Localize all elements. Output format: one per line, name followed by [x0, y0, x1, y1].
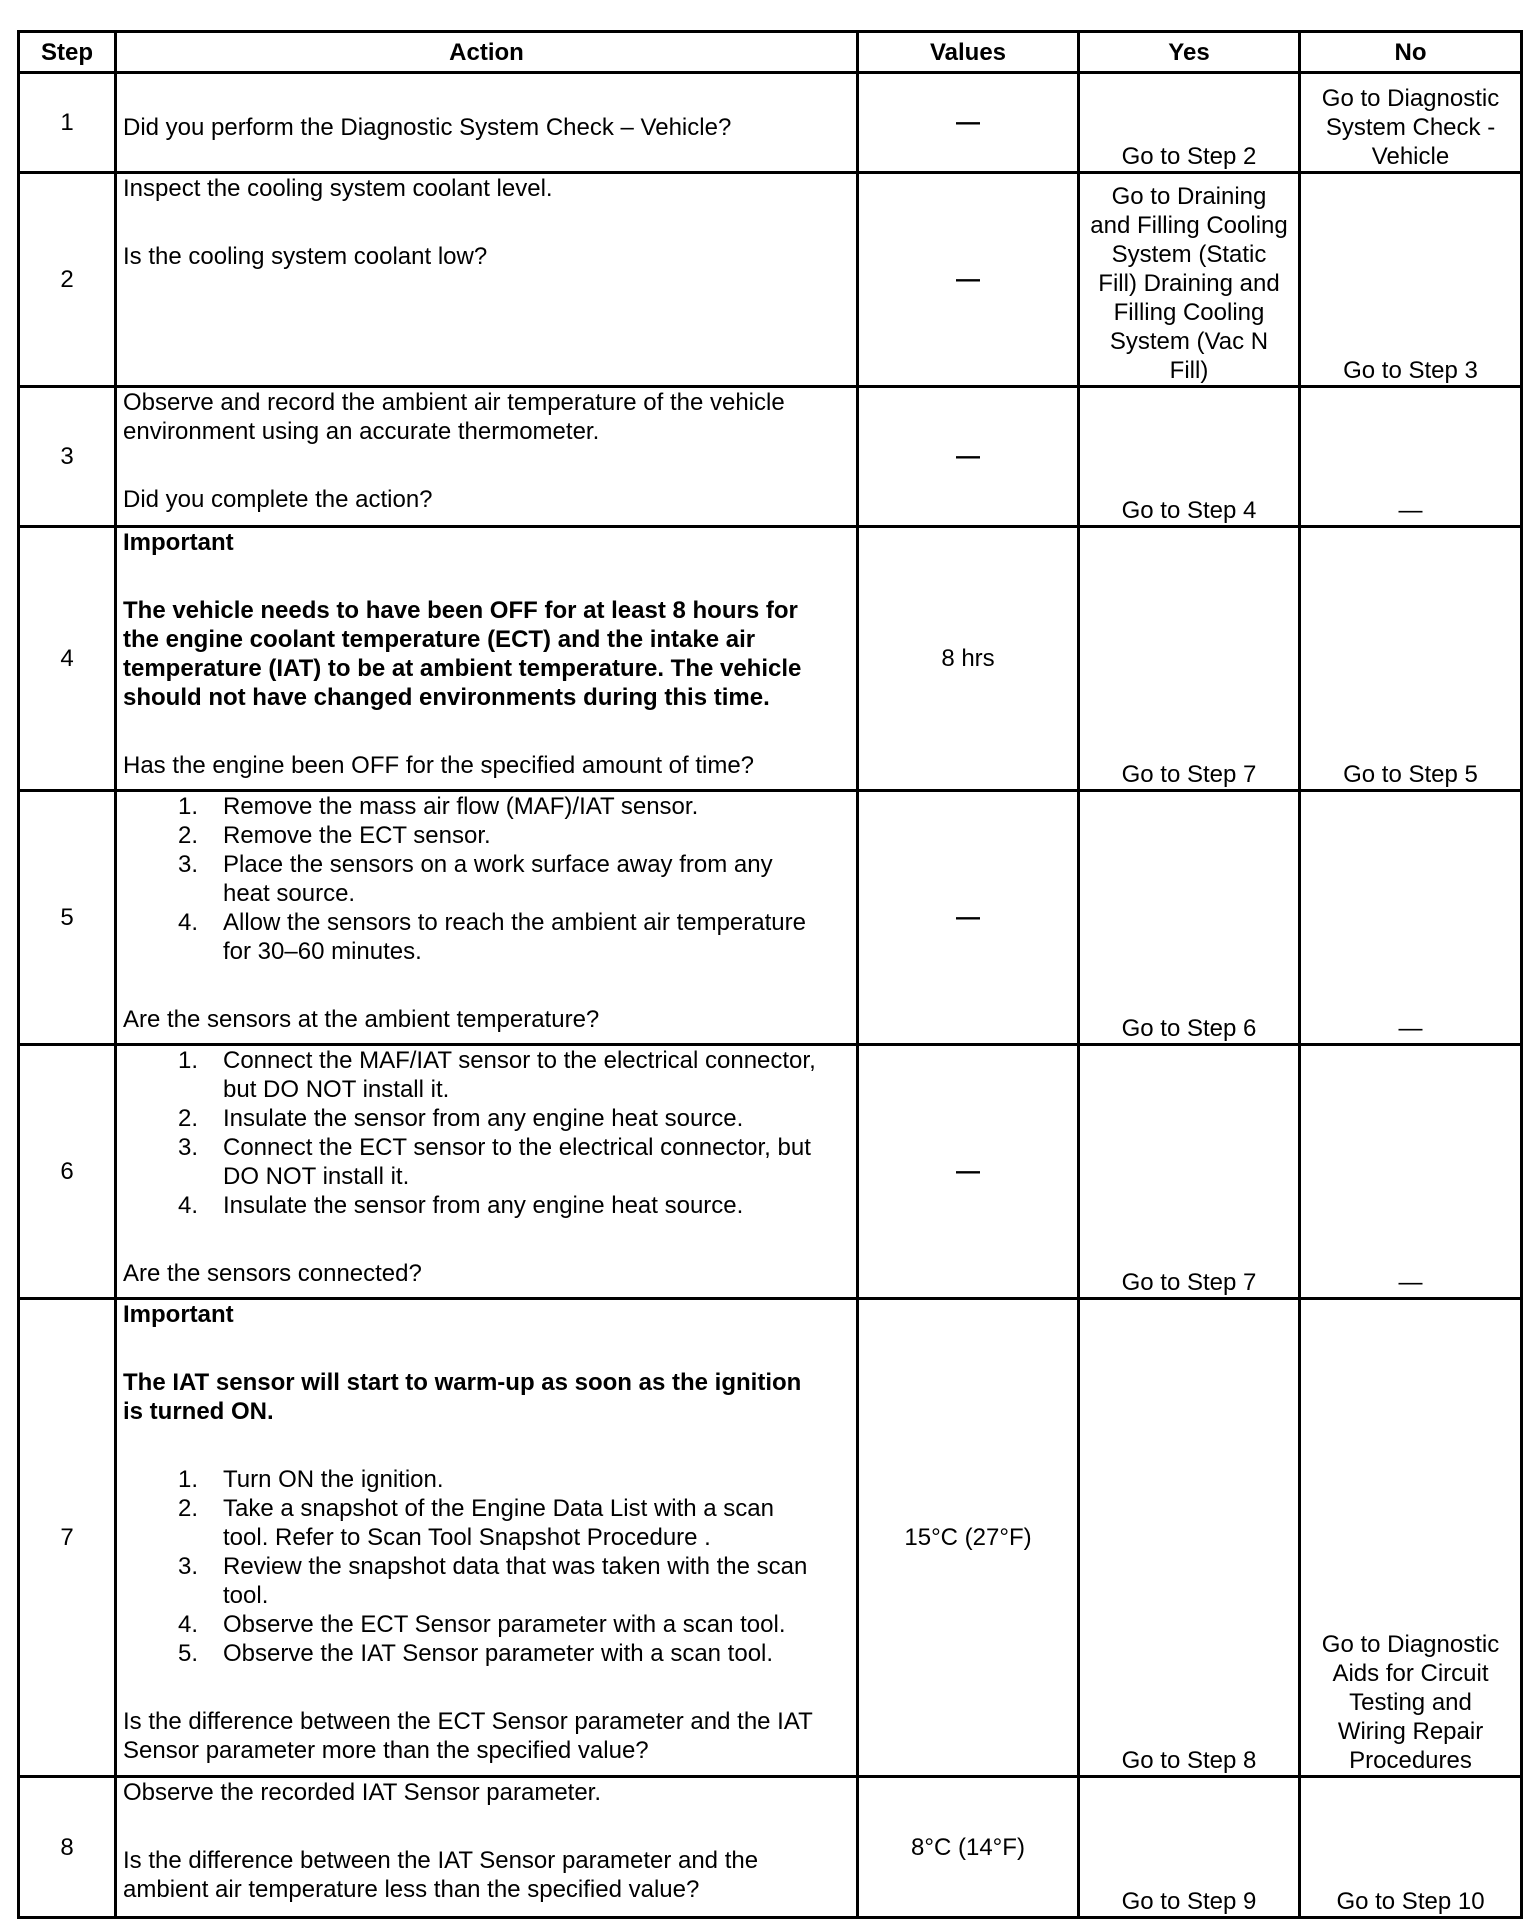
list-item-number: 3.	[178, 1553, 199, 1580]
yes-line: Go to Step 7	[1121, 1269, 1257, 1296]
action-question-line: ambient air temperature less than the specified value?	[123, 1876, 700, 1903]
step-number: 6	[19, 1045, 116, 1299]
yes-cell	[1079, 1045, 1300, 1299]
list-item-line: Connect the ECT sensor to the electrical connector, but	[223, 1134, 811, 1161]
table-row	[19, 173, 1522, 387]
action-cell	[116, 1777, 858, 1918]
list-item-line: Remove the ECT sensor.	[223, 822, 491, 849]
list-item-line: tool. Refer to Scan Tool Snapshot Procedure .	[223, 1524, 711, 1551]
value-cell: —	[858, 173, 1079, 387]
list-item	[123, 1552, 850, 1610]
header-row	[19, 32, 1522, 73]
action-list	[123, 1046, 850, 1220]
action-text-line: Observe and record the ambient air temperature of the vehicle	[123, 389, 785, 416]
list-item-number: 2.	[178, 822, 199, 849]
no-line: Go to Step 3	[1343, 357, 1478, 384]
spacer	[123, 74, 850, 113]
header-yes: Yes	[1079, 32, 1300, 73]
spacer	[123, 1426, 850, 1465]
list-item	[123, 908, 850, 966]
action-cell	[116, 1299, 858, 1777]
value-cell: —	[858, 73, 1079, 173]
table-row	[19, 73, 1522, 173]
value-cell: 8 hrs	[858, 527, 1079, 791]
important-note-line: is turned ON.	[123, 1398, 274, 1425]
value-cell: 8°C (14°F)	[858, 1777, 1079, 1918]
important-note-line: temperature (IAT) to be at ambient temperature. The vehicle	[123, 655, 802, 682]
list-item-line: Insulate the sensor from any engine heat source.	[223, 1105, 744, 1132]
header-action: Action	[116, 32, 858, 73]
list-item-number: 4.	[178, 1611, 199, 1638]
spacer	[123, 1329, 850, 1368]
action-question	[123, 751, 850, 780]
value-cell: —	[858, 1045, 1079, 1299]
list-item-line: DO NOT install it.	[223, 1163, 410, 1190]
no-cell	[1300, 387, 1522, 527]
important-note-line: The IAT sensor will start to warm-up as soon as the ignition	[123, 1369, 802, 1396]
list-item-line: Insulate the sensor from any engine heat source.	[223, 1192, 744, 1219]
list-item	[123, 1133, 850, 1191]
step-number: 2	[19, 173, 116, 387]
action-cell	[116, 73, 858, 173]
no-line: Procedures	[1349, 1747, 1472, 1774]
yes-cell	[1079, 73, 1300, 173]
important-heading: Important	[123, 1301, 234, 1328]
no-line: Go to Diagnostic	[1321, 1631, 1500, 1658]
no-cell	[1300, 791, 1522, 1045]
value-cell: —	[858, 387, 1079, 527]
yes-cell	[1079, 1777, 1300, 1918]
action-question-line: Are the sensors connected?	[123, 1260, 422, 1287]
no-line: —	[1398, 497, 1423, 524]
action-text	[123, 174, 850, 203]
action-question	[123, 1707, 850, 1765]
list-item	[123, 1610, 850, 1639]
no-line: Aids for Circuit	[1332, 1660, 1489, 1687]
yes-cell	[1079, 173, 1300, 387]
action-question	[123, 242, 850, 271]
yes-cell	[1079, 527, 1300, 791]
action-list	[123, 792, 850, 966]
yes-line: Go to Draining	[1111, 183, 1267, 210]
action-question-line: Has the engine been OFF for the specified amount of time?	[123, 752, 755, 779]
yes-cell	[1079, 1299, 1300, 1777]
yes-line: Go to Step 9	[1121, 1888, 1257, 1915]
table-row	[19, 1777, 1522, 1918]
spacer	[123, 203, 850, 242]
list-item-number: 3.	[178, 1134, 199, 1161]
list-item-line: Turn ON the ignition.	[223, 1466, 444, 1493]
list-item-line: Observe the ECT Sensor parameter with a scan tool.	[223, 1611, 786, 1638]
yes-line: Go to Step 8	[1121, 1747, 1257, 1774]
list-item-line: Observe the IAT Sensor parameter with a scan tool.	[223, 1640, 774, 1667]
step-number: 5	[19, 791, 116, 1045]
yes-line: Go to Step 6	[1121, 1015, 1257, 1042]
step-number: 8	[19, 1777, 116, 1918]
action-question	[123, 1846, 850, 1904]
list-item-number: 2.	[178, 1105, 199, 1132]
list-item-line: but DO NOT install it.	[223, 1076, 450, 1103]
table-row	[19, 1299, 1522, 1777]
action-text-line: Inspect the cooling system coolant level.	[123, 175, 553, 202]
list-item	[123, 850, 850, 908]
yes-line: System (Static	[1111, 241, 1267, 268]
important-note	[123, 1368, 850, 1426]
list-item	[123, 1465, 850, 1494]
action-cell	[116, 387, 858, 527]
yes-line: Go to Step 7	[1121, 761, 1257, 788]
action-text-line: Observe the recorded IAT Sensor parameter.	[123, 1779, 602, 1806]
action-question-line: Sensor parameter more than the specified value?	[123, 1737, 649, 1764]
table-row	[19, 527, 1522, 791]
no-line: System Check -	[1325, 114, 1496, 141]
action-question-line: Is the difference between the IAT Sensor parameter and the	[123, 1847, 759, 1874]
action-question-line: Are the sensors at the ambient temperature?	[123, 1006, 600, 1033]
yes-line: Go to Step 4	[1121, 497, 1257, 524]
list-item-line: for 30–60 minutes.	[223, 938, 422, 965]
no-line: Go to Step 5	[1343, 761, 1478, 788]
no-line: Go to Step 10	[1336, 1888, 1485, 1915]
action-question	[123, 113, 850, 142]
value-cell: 15°C (27°F)	[858, 1299, 1079, 1777]
spacer	[123, 1668, 850, 1707]
list-item-line: Place the sensors on a work surface away from any	[223, 851, 773, 878]
action-cell	[116, 527, 858, 791]
list-item-number: 1.	[178, 1466, 199, 1493]
yes-line: Filling Cooling	[1113, 299, 1265, 326]
important-note-line: should not have changed environments during this time.	[123, 684, 770, 711]
header-no: No	[1300, 32, 1522, 73]
action-question-line: Is the cooling system coolant low?	[123, 243, 488, 270]
yes-line: Fill)	[1169, 357, 1209, 384]
spacer	[123, 712, 850, 751]
list-item-line: Take a snapshot of the Engine Data List with a scan	[223, 1495, 775, 1522]
table-body	[19, 73, 1522, 1918]
diagnostic-table	[17, 30, 1523, 1919]
no-cell	[1300, 1777, 1522, 1918]
spacer	[123, 1807, 850, 1846]
list-item	[123, 1191, 850, 1220]
spacer	[123, 1220, 850, 1259]
list-item-line: Review the snapshot data that was taken with the scan	[223, 1553, 808, 1580]
yes-cell	[1079, 387, 1300, 527]
list-item-line: Connect the MAF/IAT sensor to the electrical connector,	[223, 1047, 816, 1074]
action-question-line: Did you complete the action?	[123, 486, 433, 513]
list-item	[123, 792, 850, 821]
important-note-line: The vehicle needs to have been OFF for at least 8 hours for	[123, 597, 798, 624]
list-item-line: Remove the mass air flow (MAF)/IAT sensor.	[223, 793, 699, 820]
list-item-number: 5.	[178, 1640, 199, 1667]
list-item	[123, 1046, 850, 1104]
no-line: Testing and	[1349, 1689, 1472, 1716]
no-cell	[1300, 173, 1522, 387]
list-item-number: 2.	[178, 1495, 199, 1522]
important-heading: Important	[123, 529, 234, 556]
no-line: —	[1398, 1015, 1423, 1042]
yes-cell	[1079, 791, 1300, 1045]
important-note-line: the engine coolant temperature (ECT) and the intake air	[123, 626, 756, 653]
list-item	[123, 1104, 850, 1133]
action-question-line: Did you perform the Diagnostic System Check – Vehicle?	[123, 114, 732, 141]
action-text	[123, 1778, 850, 1807]
step-number: 4	[19, 527, 116, 791]
action-question	[123, 485, 850, 514]
spacer	[123, 557, 850, 596]
action-text-line: environment using an accurate thermometer.	[123, 418, 600, 445]
list-item-number: 1.	[178, 793, 199, 820]
no-line: Go to Diagnostic	[1321, 85, 1500, 112]
list-item-number: 1.	[178, 1047, 199, 1074]
list-item	[123, 1639, 850, 1668]
action-question	[123, 1259, 850, 1288]
list-item-number: 4.	[178, 1192, 199, 1219]
step-number: 1	[19, 73, 116, 173]
no-cell	[1300, 73, 1522, 173]
action-list	[123, 1465, 850, 1668]
list-item	[123, 1494, 850, 1552]
yes-line: Fill) Draining and	[1098, 270, 1280, 297]
important-note	[123, 596, 850, 712]
action-cell	[116, 791, 858, 1045]
list-item-number: 4.	[178, 909, 199, 936]
spacer	[123, 446, 850, 485]
list-item-line: heat source.	[223, 880, 356, 907]
header-values: Values	[858, 32, 1079, 73]
action-cell	[116, 1045, 858, 1299]
no-cell	[1300, 1045, 1522, 1299]
action-question	[123, 1005, 850, 1034]
step-number: 7	[19, 1299, 116, 1777]
yes-line: System (Vac N	[1109, 328, 1269, 355]
action-text	[123, 388, 850, 446]
no-line: Wiring Repair	[1337, 1718, 1484, 1745]
header-step: Step	[19, 32, 116, 73]
action-cell	[116, 173, 858, 387]
list-item-number: 3.	[178, 851, 199, 878]
list-item	[123, 821, 850, 850]
no-cell	[1300, 527, 1522, 791]
yes-line: and Filling Cooling	[1090, 212, 1288, 239]
table-row	[19, 387, 1522, 527]
spacer	[123, 966, 850, 1005]
table-row	[19, 791, 1522, 1045]
no-line: —	[1398, 1269, 1423, 1296]
no-cell	[1300, 1299, 1522, 1777]
value-cell: —	[858, 791, 1079, 1045]
step-number: 3	[19, 387, 116, 527]
table-row	[19, 1045, 1522, 1299]
no-line: Vehicle	[1371, 143, 1450, 170]
list-item-line: Allow the sensors to reach the ambient air temperature	[223, 909, 806, 936]
action-question-line: Is the difference between the ECT Sensor parameter and the IAT	[123, 1708, 813, 1735]
list-item-line: tool.	[223, 1582, 269, 1609]
yes-line: Go to Step 2	[1121, 143, 1257, 170]
